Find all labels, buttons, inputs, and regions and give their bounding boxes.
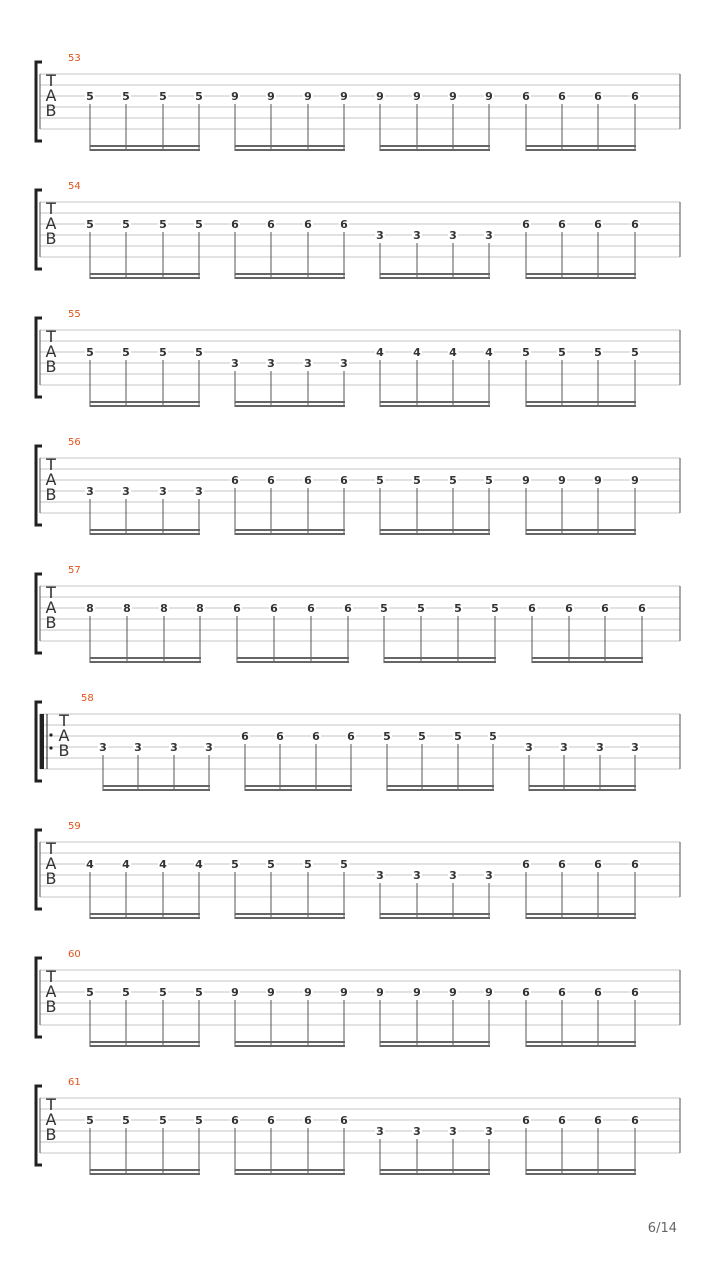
fret-number: 4 [413, 346, 421, 359]
fret-number: 6 [594, 986, 602, 999]
fret-number: 3 [159, 485, 167, 498]
beam [529, 785, 636, 787]
fret-number: 9 [449, 90, 457, 103]
fret-number: 5 [86, 90, 94, 103]
fret-number: 6 [340, 474, 348, 487]
beam [526, 145, 636, 147]
beam [90, 657, 201, 659]
beam [235, 277, 345, 279]
beam [90, 149, 200, 151]
fret-number: 5 [122, 986, 130, 999]
beam [235, 1169, 345, 1171]
tab-system-58 [36, 693, 680, 791]
fret-number: 3 [485, 229, 493, 242]
fret-number: 6 [233, 602, 241, 615]
fret-number: 4 [376, 346, 384, 359]
fret-number: 9 [413, 90, 421, 103]
tab-clef-letter: B [45, 613, 57, 632]
fret-number: 6 [522, 1114, 530, 1127]
fret-number: 6 [528, 602, 536, 615]
beam [380, 917, 490, 919]
fret-number: 6 [558, 90, 566, 103]
beam [526, 913, 636, 915]
tab-clef-letter: A [45, 342, 57, 361]
repeat-dot [49, 746, 52, 749]
fret-number: 5 [159, 986, 167, 999]
beam [380, 913, 490, 915]
tab-clef-letter: T [46, 839, 56, 858]
tab-clef-letter: A [58, 726, 70, 745]
tab-system-60 [36, 949, 680, 1047]
tab-clef-letter: A [45, 982, 57, 1001]
fret-number: 8 [196, 602, 204, 615]
fret-number: 9 [267, 90, 275, 103]
fret-number: 6 [340, 1114, 348, 1127]
fret-number: 6 [601, 602, 609, 615]
beam [526, 529, 636, 531]
beam [526, 1045, 636, 1047]
tab-system-61 [36, 1077, 680, 1175]
measure-number: 55 [68, 309, 81, 320]
tab-clef-letter: B [58, 741, 70, 760]
beam [90, 913, 200, 915]
fret-number: 5 [195, 986, 203, 999]
beam [90, 277, 200, 279]
measure-number: 56 [68, 437, 81, 448]
fret-number: 4 [122, 858, 130, 871]
fret-number: 3 [449, 229, 457, 242]
beam [237, 657, 349, 659]
fret-number: 3 [485, 1125, 493, 1138]
fret-number: 4 [86, 858, 94, 871]
tab-system-55 [36, 309, 680, 407]
tab-clef-letter: A [45, 470, 57, 489]
fret-number: 6 [558, 986, 566, 999]
beam [380, 149, 490, 151]
tab-clef-letter: T [46, 455, 56, 474]
measure-number: 54 [68, 181, 81, 192]
fret-number: 9 [594, 474, 602, 487]
fret-number: 9 [376, 90, 384, 103]
fret-number: 6 [276, 730, 284, 743]
beam [380, 1169, 490, 1171]
fret-number: 5 [267, 858, 275, 871]
fret-number: 3 [413, 869, 421, 882]
fret-number: 3 [376, 869, 384, 882]
fret-number: 6 [304, 1114, 312, 1127]
beam [387, 789, 494, 791]
fret-number: 5 [122, 346, 130, 359]
tab-system-59 [36, 821, 680, 919]
beam [103, 785, 210, 787]
measure-number: 61 [68, 1077, 81, 1088]
beam [235, 145, 345, 147]
fret-number: 3 [205, 741, 213, 754]
fret-number: 5 [558, 346, 566, 359]
fret-number: 8 [123, 602, 131, 615]
fret-number: 5 [86, 1114, 94, 1127]
fret-number: 5 [304, 858, 312, 871]
beam [90, 1041, 200, 1043]
fret-number: 6 [594, 218, 602, 231]
fret-number: 6 [631, 218, 639, 231]
beam [526, 149, 636, 151]
fret-number: 6 [312, 730, 320, 743]
beam [235, 1173, 345, 1175]
fret-number: 6 [340, 218, 348, 231]
fret-number: 5 [195, 218, 203, 231]
beam [380, 1041, 490, 1043]
tab-clef-letter: A [45, 1110, 57, 1129]
fret-number: 3 [449, 869, 457, 882]
fret-number: 6 [638, 602, 646, 615]
measure-number: 53 [68, 53, 81, 64]
beam [380, 533, 490, 535]
fret-number: 3 [376, 229, 384, 242]
beam [235, 1041, 345, 1043]
fret-number: 5 [413, 474, 421, 487]
fret-number: 5 [86, 346, 94, 359]
beam [235, 273, 345, 275]
measure-number: 57 [68, 565, 81, 576]
fret-number: 5 [491, 602, 499, 615]
tab-system-53 [36, 53, 680, 151]
fret-number: 6 [631, 858, 639, 871]
beam [235, 401, 345, 403]
beam [526, 1041, 636, 1043]
beam [532, 657, 643, 659]
fret-number: 3 [122, 485, 130, 498]
fret-number: 5 [159, 218, 167, 231]
fret-number: 6 [267, 1114, 275, 1127]
fret-number: 9 [231, 986, 239, 999]
beam [380, 529, 490, 531]
beam [90, 917, 200, 919]
fret-number: 3 [560, 741, 568, 754]
measure-number: 59 [68, 821, 81, 832]
fret-number: 3 [340, 357, 348, 370]
tab-clef-letter: T [46, 199, 56, 218]
fret-number: 8 [86, 602, 94, 615]
beam [526, 405, 636, 407]
beam [380, 277, 490, 279]
fret-number: 6 [347, 730, 355, 743]
beam [387, 785, 494, 787]
fret-number: 5 [594, 346, 602, 359]
fret-number: 6 [231, 474, 239, 487]
fret-number: 5 [380, 602, 388, 615]
fret-number: 3 [596, 741, 604, 754]
fret-number: 5 [418, 730, 426, 743]
fret-number: 5 [383, 730, 391, 743]
tab-clef-letter: A [45, 214, 57, 233]
fret-number: 6 [267, 474, 275, 487]
fret-number: 5 [485, 474, 493, 487]
beam [90, 533, 200, 535]
beam [235, 149, 345, 151]
fret-number: 4 [159, 858, 167, 871]
fret-number: 3 [134, 741, 142, 754]
beam [380, 405, 490, 407]
fret-number: 6 [565, 602, 573, 615]
fret-number: 6 [267, 218, 275, 231]
fret-number: 6 [522, 986, 530, 999]
fret-number: 3 [485, 869, 493, 882]
tab-clef-letter: B [45, 869, 57, 888]
fret-number: 3 [195, 485, 203, 498]
fret-number: 5 [231, 858, 239, 871]
fret-number: 5 [454, 602, 462, 615]
fret-number: 6 [241, 730, 249, 743]
fret-number: 9 [231, 90, 239, 103]
tab-clef-letter: B [45, 485, 57, 504]
beam [103, 789, 210, 791]
beam [526, 1173, 636, 1175]
tab-clef-letter: T [46, 1095, 56, 1114]
fret-number: 6 [522, 858, 530, 871]
fret-number: 5 [449, 474, 457, 487]
fret-number: 5 [159, 1114, 167, 1127]
fret-number: 5 [631, 346, 639, 359]
beam [380, 273, 490, 275]
fret-number: 6 [558, 218, 566, 231]
tab-system-54 [36, 181, 680, 279]
fret-number: 9 [340, 90, 348, 103]
measure-number: 60 [68, 949, 81, 960]
fret-number: 5 [195, 90, 203, 103]
beam [380, 1045, 490, 1047]
fret-number: 9 [558, 474, 566, 487]
fret-number: 9 [376, 986, 384, 999]
fret-number: 5 [122, 218, 130, 231]
tab-clef-letter: B [45, 357, 57, 376]
fret-number: 3 [86, 485, 94, 498]
fret-number: 3 [231, 357, 239, 370]
fret-number: 6 [307, 602, 315, 615]
beam [380, 145, 490, 147]
fret-number: 6 [594, 90, 602, 103]
beam [237, 661, 349, 663]
beam [90, 1169, 200, 1171]
tab-clef-letter: T [59, 711, 69, 730]
tab-clef-letter: B [45, 1125, 57, 1144]
fret-number: 9 [304, 986, 312, 999]
fret-number: 9 [304, 90, 312, 103]
fret-number: 6 [231, 1114, 239, 1127]
fret-number: 6 [558, 858, 566, 871]
tab-clef-letter: T [46, 967, 56, 986]
tab-clef-letter: A [45, 854, 57, 873]
fret-number: 3 [99, 741, 107, 754]
fret-number: 4 [485, 346, 493, 359]
fret-number: 9 [522, 474, 530, 487]
beam [526, 273, 636, 275]
beam [526, 917, 636, 919]
tab-clef-letter: T [46, 327, 56, 346]
fret-number: 6 [270, 602, 278, 615]
fret-number: 6 [344, 602, 352, 615]
fret-number: 3 [413, 1125, 421, 1138]
fret-number: 5 [376, 474, 384, 487]
fret-number: 9 [485, 90, 493, 103]
beam [90, 529, 200, 531]
fret-number: 3 [304, 357, 312, 370]
fret-number: 9 [340, 986, 348, 999]
beam [245, 785, 352, 787]
beam [90, 273, 200, 275]
fret-number: 5 [489, 730, 497, 743]
fret-number: 3 [413, 229, 421, 242]
fret-number: 3 [267, 357, 275, 370]
tab-clef-letter: B [45, 101, 57, 120]
beam [90, 1045, 200, 1047]
fret-number: 5 [159, 346, 167, 359]
fret-number: 5 [522, 346, 530, 359]
fret-number: 3 [449, 1125, 457, 1138]
fret-number: 6 [522, 90, 530, 103]
repeat-thick-bar [40, 714, 44, 769]
tab-clef-letter: T [46, 583, 56, 602]
fret-number: 3 [170, 741, 178, 754]
fret-number: 5 [86, 986, 94, 999]
beam [526, 277, 636, 279]
beam [235, 1045, 345, 1047]
beam [532, 661, 643, 663]
beam [235, 533, 345, 535]
fret-number: 9 [485, 986, 493, 999]
fret-number: 9 [413, 986, 421, 999]
fret-number: 9 [631, 474, 639, 487]
fret-number: 5 [159, 90, 167, 103]
beam [90, 145, 200, 147]
page-number: 6/14 [647, 1221, 677, 1236]
fret-number: 6 [304, 218, 312, 231]
beam [90, 405, 200, 407]
fret-number: 6 [631, 90, 639, 103]
beam [526, 1169, 636, 1171]
fret-number: 3 [631, 741, 639, 754]
beam [245, 789, 352, 791]
fret-number: 3 [376, 1125, 384, 1138]
tab-clef-letter: A [45, 598, 57, 617]
beam [90, 661, 201, 663]
fret-number: 6 [304, 474, 312, 487]
fret-number: 5 [122, 1114, 130, 1127]
beam [90, 401, 200, 403]
fret-number: 6 [558, 1114, 566, 1127]
fret-number: 5 [122, 90, 130, 103]
fret-number: 6 [631, 1114, 639, 1127]
beam [526, 533, 636, 535]
beam [235, 917, 345, 919]
repeat-dot [49, 733, 52, 736]
tab-clef-letter: B [45, 229, 57, 248]
fret-number: 6 [631, 986, 639, 999]
tab-clef-letter: B [45, 997, 57, 1016]
fret-number: 4 [195, 858, 203, 871]
tab-clef-letter: A [45, 86, 57, 105]
beam [90, 1173, 200, 1175]
measure-number: 58 [81, 693, 94, 704]
fret-number: 9 [267, 986, 275, 999]
fret-number: 9 [449, 986, 457, 999]
fret-number: 5 [195, 346, 203, 359]
beam [384, 657, 496, 659]
beam [380, 401, 490, 403]
fret-number: 3 [525, 741, 533, 754]
beam [235, 529, 345, 531]
beam [235, 405, 345, 407]
fret-number: 5 [86, 218, 94, 231]
beam [384, 661, 496, 663]
tab-clef-letter: T [46, 71, 56, 90]
fret-number: 6 [594, 1114, 602, 1127]
fret-number: 5 [417, 602, 425, 615]
beam [529, 789, 636, 791]
fret-number: 5 [454, 730, 462, 743]
tab-system-56 [36, 437, 680, 535]
fret-number: 6 [522, 218, 530, 231]
fret-number: 4 [449, 346, 457, 359]
fret-number: 6 [594, 858, 602, 871]
beam [380, 1173, 490, 1175]
beam [235, 913, 345, 915]
beam [526, 401, 636, 403]
fret-number: 8 [160, 602, 168, 615]
fret-number: 6 [231, 218, 239, 231]
fret-number: 5 [195, 1114, 203, 1127]
tab-system-57 [36, 565, 680, 663]
fret-number: 5 [340, 858, 348, 871]
